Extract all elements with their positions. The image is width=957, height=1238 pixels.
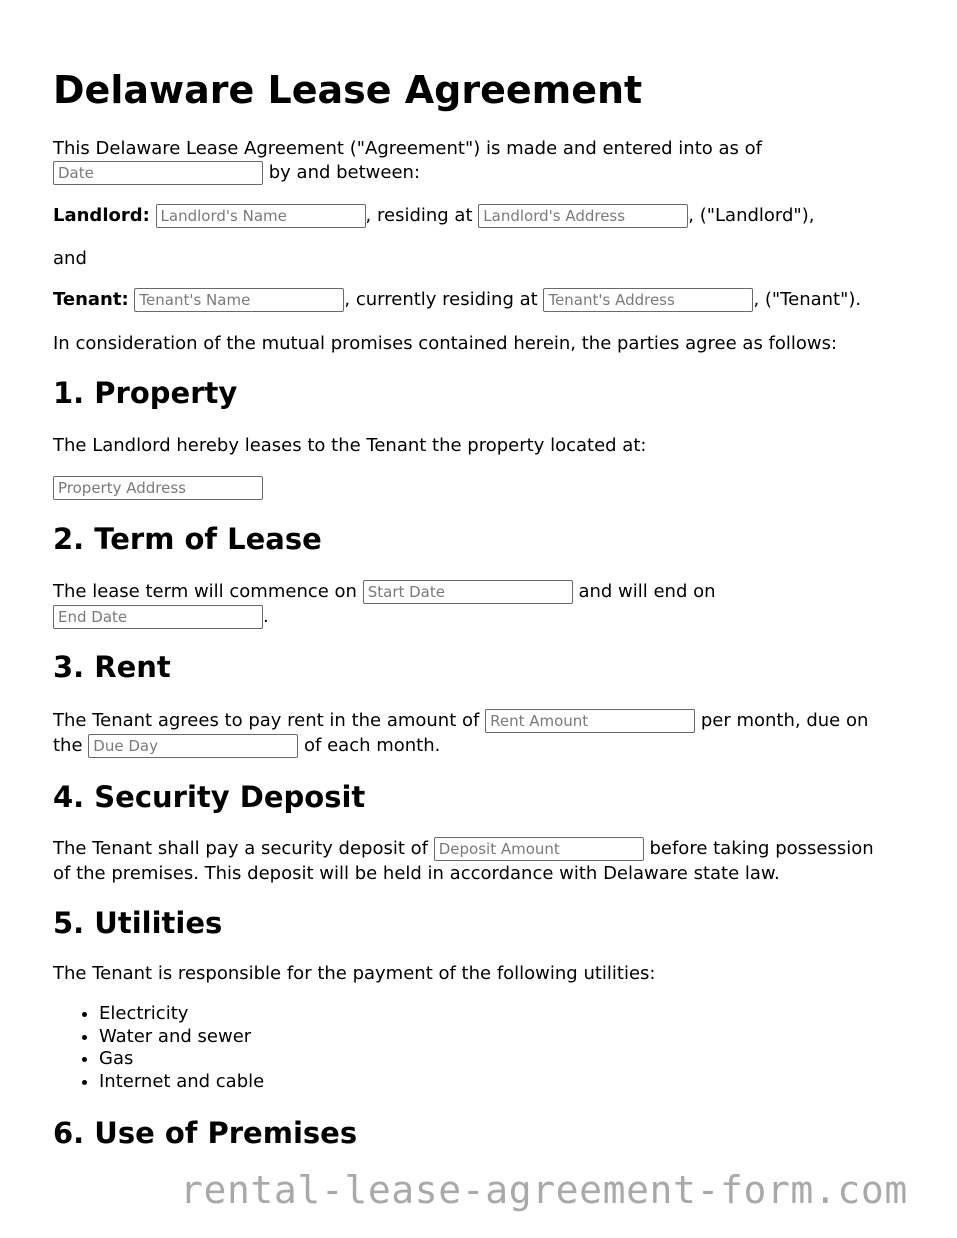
term-text-middle: and will end on (578, 581, 716, 602)
consideration-text: In consideration of the mutual promises contained herein, the parties agree as follows: (53, 333, 838, 354)
tenant-address-field[interactable] (543, 288, 753, 312)
rent-text-middle: per month, due on (700, 710, 869, 731)
intro-paragraph (53, 137, 913, 185)
deposit-text-middle: before taking possession (649, 838, 874, 859)
landlord-name-field[interactable] (156, 204, 366, 228)
rent-text-before: The Tenant agrees to pay rent in the amount of (53, 710, 480, 731)
property-field-row (53, 476, 263, 500)
utilities-text: The Tenant is responsible for the payment of the following utilities: (53, 963, 656, 984)
term-paragraph (53, 579, 913, 629)
rent-text-end: of each month. (304, 735, 441, 756)
landlord-suffix: , ("Landlord"), (688, 205, 815, 226)
term-text-end: . (263, 606, 269, 627)
section-heading-utilities: 5. Utilities (53, 906, 223, 940)
tenant-label: Tenant: (53, 289, 129, 310)
term-text-before: The lease term will commence on (53, 581, 357, 602)
section-heading-rent: 3. Rent (53, 650, 171, 684)
tenant-suffix: , ("Tenant"). (753, 289, 862, 310)
due-day-field[interactable] (88, 734, 298, 758)
utilities-list (53, 1003, 264, 1093)
deposit-text-end: of the premises. This deposit will be held in accordance with Delaware state law. (53, 863, 780, 884)
property-address-field[interactable] (53, 476, 263, 500)
deposit-text-before: The Tenant shall pay a security deposit of (53, 838, 428, 859)
start-date-field[interactable] (363, 580, 573, 604)
landlord-label: Landlord: (53, 205, 150, 226)
deposit-amount-field[interactable] (434, 837, 644, 861)
list-item: • Internet and cable (99, 1071, 264, 1094)
tenant-residing-text: , currently residing at (344, 289, 538, 310)
section-heading-term: 2. Term of Lease (53, 522, 322, 556)
intro-text-after: by and between: (268, 162, 421, 183)
section-heading-deposit: 4. Security Deposit (53, 780, 366, 814)
intro-text: This Delaware Lease Agreement ("Agreement") is made and entered into as of (53, 138, 762, 159)
watermark: rental-lease-agreement-form.com (180, 1168, 908, 1212)
tenant-line (53, 288, 861, 312)
and-text: and (53, 248, 87, 269)
agreement-date-field[interactable] (53, 161, 263, 185)
section-heading-use: 6. Use of Premises (53, 1116, 358, 1150)
list-item: • Water and sewer (99, 1026, 264, 1049)
landlord-address-field[interactable] (478, 204, 688, 228)
property-text: The Landlord hereby leases to the Tenant the property located at: (53, 435, 647, 456)
section-heading-property: 1. Property (53, 376, 238, 410)
landlord-line (53, 204, 814, 228)
tenant-name-field[interactable] (134, 288, 344, 312)
rent-amount-field[interactable] (485, 709, 695, 733)
list-item: • Gas (99, 1048, 264, 1071)
rent-paragraph (53, 708, 913, 758)
landlord-residing-text: , residing at (365, 205, 473, 226)
rent-text-the: the (53, 735, 83, 756)
page-title: Delaware Lease Agreement (53, 68, 643, 112)
deposit-paragraph (53, 836, 913, 886)
list-item: • Electricity (99, 1003, 264, 1026)
end-date-field[interactable] (53, 605, 263, 629)
